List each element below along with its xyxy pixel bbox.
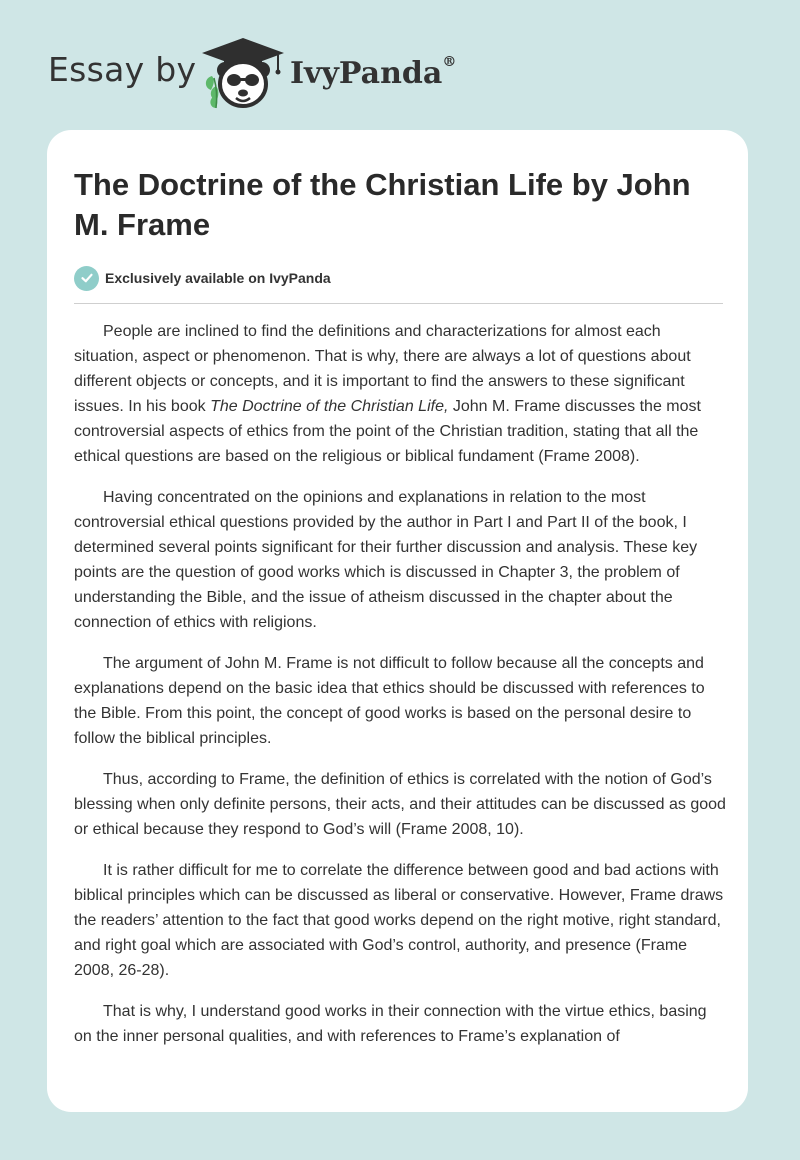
paragraph: The argument of John M. Frame is not difficult to follow because all the concepts and explanations depend on the basic idea that ethics should be discussed with references to the Bible. From this point, the concept of good works is based on the personal desire to follow the biblical principles. [74,655,705,747]
exclusive-badge [74,264,331,292]
page-title: The Doctrine of the Christian Life by John M. Frame [74,167,691,242]
paragraph-text: John M. Frame discusses the most controversial aspects of ethics from the point of the Christian tradition, stating that all the ethical questions are based on the religious or biblical fundament (Frame 2008). [74,398,701,465]
paragraph-text: People are inclined to find the definitions and characterizations for almost each situation, aspect or phenomenon. That is why, there are always a lot of questions about different objects or concepts, and it is important to find the answers to these significant issues. In his book [74,323,691,415]
book-title: The Doctrine of the Christian Life, [210,398,449,415]
brand-name: IvyPanda [290,56,443,91]
essay-by-label: Essay by [48,50,197,89]
paragraph: That is why, I understand good works in their connection with the virtue ethics, basing on the inner personal qualities, and with references to Frame’s explanation of [74,1003,707,1045]
essay-card [47,130,748,1112]
paragraph: Having concentrated on the opinions and explanations in relation to the most controversial ethical questions provided by the author in Part I and Part II of the book, I determined several points significant for their further discussion and analysis. These key points are the question of good works which is discussed in Chapter 3, the problem of understanding the Bible, and the issue of atheism discussed in the chapter about the connection of ethics with religions. [74,489,698,631]
paragraph: It is rather difficult for me to correlate the difference between good and bad actions with biblical principles which can be discussed as liberal or conservative. However, Frame draws the readers’ attention to the fact that good works depend on the right motive, right standard, and right goal which are associated with God’s control, authority, and presence (Frame 2008, 26-28). [74,862,724,979]
divider [74,303,723,304]
exclusive-label: Exclusively available on IvyPanda [105,270,331,286]
brand-wordmark[interactable] [290,56,456,91]
paragraph: Thus, according to Frame, the definition of ethics is correlated with the notion of God’s blessing when only definite persons, their acts, and their attitudes can be discussed as good or ethical because they respond to God’s will (Frame 2008, 10). [74,771,726,838]
check-circle-icon [74,266,99,291]
essay-body [74,319,726,1049]
site-header [0,0,800,130]
registered-mark: ® [442,54,457,70]
paragraph [74,319,726,469]
ivypanda-logo-icon[interactable] [200,36,286,110]
